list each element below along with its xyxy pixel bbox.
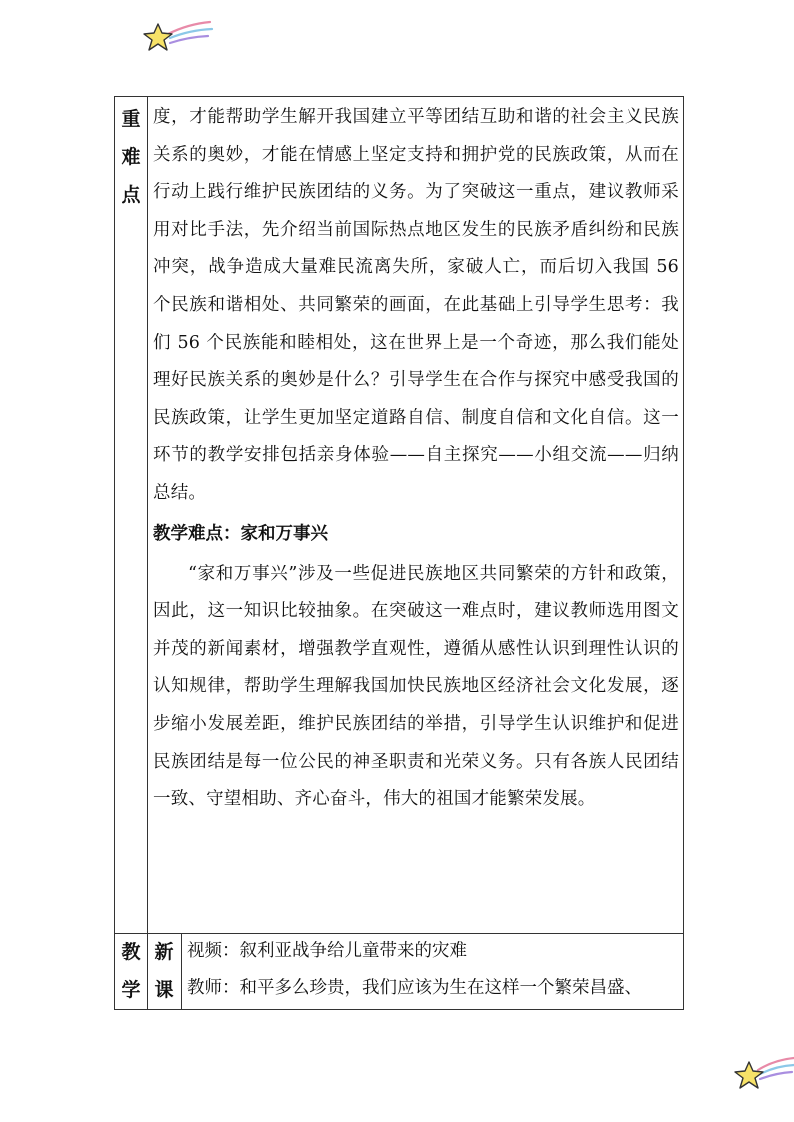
label-char: 点 bbox=[121, 184, 141, 206]
column-divider bbox=[147, 97, 148, 1009]
lesson-plan-table bbox=[114, 96, 684, 1010]
teaching-process-row bbox=[115, 933, 683, 1011]
section-label-key-difficult-points bbox=[116, 100, 146, 214]
shooting-star-icon bbox=[732, 1052, 794, 1096]
content-line: 教师：和平多么珍贵，我们应该为生在这样一个繁荣昌盛、 bbox=[187, 978, 642, 998]
body-paragraph: 度，才能帮助学生解开我国建立平等团结互助和谐的社会主义民族关系的奥妙，才能在情感上坚定支持和拥护党的民族政策，从而在行动上践行维护民族团结的义务。为了突破这一重点，建议教师采用对比手法，先介绍当前国际热点地区发生的民族矛盾纠纷和民族冲突，战争造成大量难民流离失所，家破人亡，而后切入我国 56 个民族和谐相处、共同繁荣的画面，在此基础上引导学生思考：我们 56 个民族能和睦相处，这在世界上是一个奇迹，那么我们能处理好民族关系的奥妙是什么？引导学生在合作与探究中感受我国的民族政策，让学生更加坚定道路自信、制度自信和文化自信。这一环节的教学安排包括亲身体验——自主探究——小组交流——归纳总结。 bbox=[153, 107, 679, 503]
section-label-teaching bbox=[116, 933, 146, 1009]
section-content bbox=[153, 97, 679, 819]
label-char: 难 bbox=[121, 146, 141, 168]
label-char: 教 bbox=[121, 941, 141, 963]
section-sublabel-new-lesson bbox=[149, 933, 179, 1009]
content-line: 视频：叙利亚战争给儿童带来的灾难 bbox=[187, 941, 467, 961]
label-char: 重 bbox=[121, 108, 141, 130]
label-char: 学 bbox=[121, 979, 141, 1001]
section-heading: 教学难点：家和万事兴 bbox=[153, 523, 328, 544]
label-char: 新 bbox=[154, 941, 174, 963]
shooting-star-icon bbox=[138, 18, 214, 58]
body-paragraph: “家和万事兴”涉及一些促进民族地区共同繁荣的方针和政策，因此，这一知识比较抽象。在突破这一难点时，建议教师选用图文并茂的新闻素材，增强教学直观性，遵循从感性认识到理性认识的认知规律，帮助学生理解我国加快民族地区经济社会文化发展，逐步缩小发展差距，维护民族团结的举措，引导学生认识维护和促进民族团结是每一位公民的神圣职责和光荣义务。只有各族人民团结一致、守望相助、齐心奋斗，伟大的祖国才能繁荣发展。 bbox=[153, 563, 679, 810]
new-lesson-content bbox=[187, 933, 679, 1007]
label-char: 课 bbox=[154, 979, 174, 1001]
